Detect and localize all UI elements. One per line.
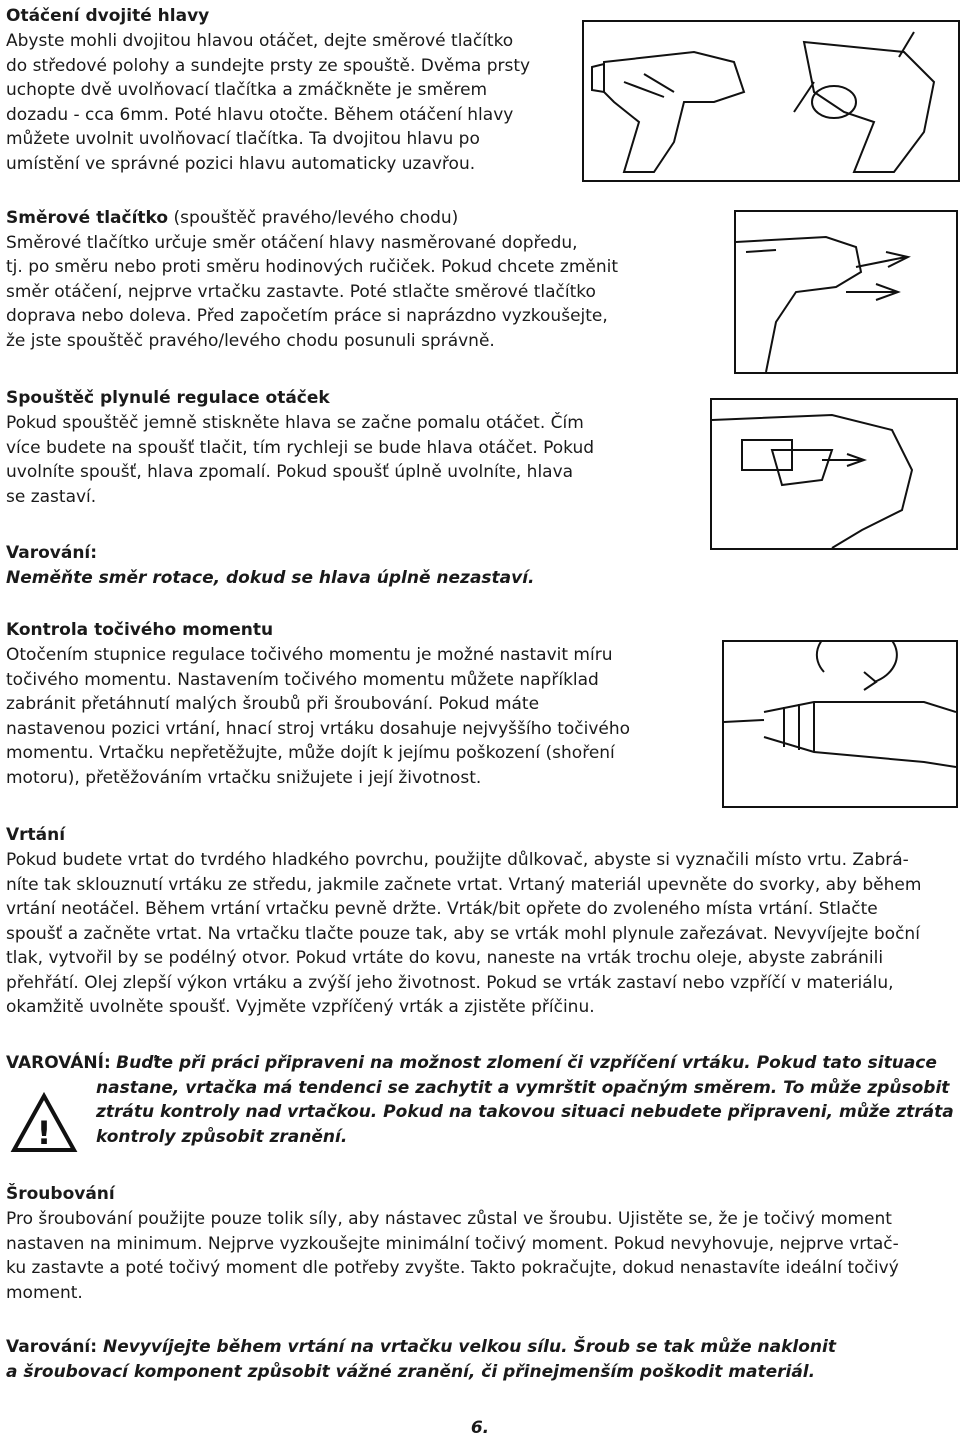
paragraph-line: více budete na spoušť tlačit, tím rychleji se bude hlava otáčet. Pokud bbox=[6, 437, 595, 458]
title-bold: Směrové tlačítko bbox=[6, 208, 169, 228]
section-title: Kontrola točivého momentu bbox=[6, 620, 274, 640]
warning-glyph: ! bbox=[36, 1114, 52, 1152]
warning-text: Nevyvíjejte během vrtání na vrtačku velkou sílu. Šroub se tak může naklonit bbox=[97, 1337, 836, 1357]
warning-label: VAROVÁNÍ: bbox=[6, 1053, 111, 1073]
paragraph-line: momentu. Vrtačku nepřetěžujte, může dojít k jejímu poškození (shoření bbox=[6, 743, 615, 763]
paragraph-line: okamžitě uvolněte spoušť. Vyjměte vzpříčený vrták a zjistěte příčinu. bbox=[6, 997, 595, 1017]
paragraph-line: moment. bbox=[6, 1282, 83, 1303]
warning-body bbox=[6, 1076, 956, 1150]
section-title: Šroubování bbox=[6, 1184, 115, 1204]
paragraph-line: Směrové tlačítko určuje směr otáčení hlavy nasměrované dopředu, bbox=[6, 232, 578, 253]
warning-first-line bbox=[6, 1051, 956, 1076]
illustration-double-head bbox=[582, 20, 960, 182]
paragraph-line: tlak, vytvořil by se podélný otvor. Pokud vrtáte do kovu, naneste na vrták trochu oleje, abyste zabránili bbox=[6, 948, 884, 968]
warning-title: Varování: bbox=[6, 543, 98, 563]
paragraph-line: spoušť a začněte vrtat. Na vrtačku tlačte pouze tak, aby se vrták mohl plynule zařezávat. Nevyvíjejte boční bbox=[6, 923, 920, 944]
paragraph-line: Pokud budete vrtat do tvrdého hladkého povrchu, použijte důlkovač, abyste si vyznačili místo vrtu. Zabrá- bbox=[6, 850, 909, 870]
paragraph-line: nastavenou pozici vrtání, hnací stroj vrtáku dosahuje nejvyššího točivého bbox=[6, 718, 631, 739]
warning-first-line bbox=[6, 1335, 956, 1360]
paragraph-line: do středové polohy a sundejte prsty ze spouště. Dvěma prsty bbox=[6, 55, 531, 76]
paragraph-line: můžete uvolnit uvolňovací tlačítka. Ta dvojitou hlavu po bbox=[6, 129, 480, 149]
warning-line: nastane, vrtačka má tendenci se zachytit a vymrštit opačným směrem. To může způsobit bbox=[96, 1077, 950, 1098]
paragraph-line: že jste spouštěč pravého/levého chodu posunuli správně. bbox=[6, 330, 495, 351]
section-warning-jam bbox=[6, 1051, 956, 1149]
section-title bbox=[6, 206, 706, 231]
paragraph-line: níte tak sklouznutí vrtáku ze středu, jakmile začnete vrtat. Vrtaný materiál upevněte do svorky, aby během bbox=[6, 874, 922, 895]
section-drilling bbox=[6, 823, 956, 1020]
paragraph-line: vrtání neotáčel. Během vrtání vrtačku pevně držte. Vrták/bit opřete do zvoleného místa vrtání. Stlačte bbox=[6, 899, 878, 919]
paragraph-line: Abyste mohli dvojitou hlavou otáčet, dejte směrové tlačítko bbox=[6, 31, 514, 51]
paragraph-line: umístění ve správné pozici hlavu automaticky uzavřou. bbox=[6, 153, 476, 174]
warning-text: Neměňte směr rotace, dokud se hlava úplně nezastaví. bbox=[6, 568, 535, 588]
warning-text: a šroubovací komponent způsobit vážné zranění, či přinejmenším poškodit materiál. bbox=[6, 1361, 816, 1382]
paragraph-line: motoru), přetěžováním vrtačku snižujete i její životnost. bbox=[6, 767, 482, 788]
warning-triangle-icon bbox=[10, 1092, 78, 1156]
title-rest: (spouštěč pravého/levého chodu) bbox=[168, 208, 459, 228]
section-warning-rotation bbox=[6, 541, 706, 591]
section-title: Vrtání bbox=[6, 825, 66, 845]
paragraph-line: točivého momentu. Nastavením točivého momentu můžete například bbox=[6, 669, 599, 690]
paragraph-line: Pokud spouštěč jemně stiskněte hlava se začne pomalu otáčet. Čím bbox=[6, 413, 584, 433]
paragraph-line: nastaven na minimum. Nejprve vyzkoušejte minimální točivý moment. Pokud nevyhovuje, nejprve vrtač- bbox=[6, 1233, 899, 1254]
section-title: Otáčení dvojité hlavy bbox=[6, 6, 210, 26]
illustration-torque-ring bbox=[722, 640, 958, 808]
section-title: Spouštěč plynulé regulace otáček bbox=[6, 388, 330, 408]
paragraph-line: směr otáčení, nejprve vrtačku zastavte. Poté stlačte směrové tlačítko bbox=[6, 281, 596, 302]
paragraph-line: uvolníte spoušť, hlava zpomalí. Pokud spoušť úplně uvolníte, hlava bbox=[6, 462, 574, 482]
paragraph-line: tj. po směru nebo proti směru hodinových ručiček. Pokud chcete změnit bbox=[6, 257, 619, 277]
paragraph-line: dozadu - cca 6mm. Poté hlavu otočte. Během otáčení hlavy bbox=[6, 104, 514, 125]
warning-line: ztrátu kontroly nad vrtačkou. Pokud na takovou situaci nebudete připraveni, může ztráta bbox=[96, 1102, 954, 1122]
section-speed-trigger bbox=[6, 386, 706, 509]
paragraph-line: Pro šroubování použijte pouze tolik síly, aby nástavec zůstal ve šroubu. Ujistěte se, že je točivý moment bbox=[6, 1209, 892, 1229]
paragraph-line: přehřátí. Olej zlepší výkon vrtáku a zvýší jeho životnost. Pokud se vrták zastaví nebo vzpříčí v materiálu, bbox=[6, 972, 894, 993]
illustration-direction-switch bbox=[734, 210, 958, 374]
section-screwing bbox=[6, 1182, 956, 1305]
section-head-rotation bbox=[6, 4, 586, 176]
warning-text: Buďte při práci připraveni na možnost zlomení či vzpříčení vrtáku. Pokud tato situace bbox=[116, 1053, 937, 1073]
paragraph-line: Otočením stupnice regulace točivého momentu je možné nastavit míru bbox=[6, 645, 613, 665]
paragraph-line: ku zastavte a poté točivý moment dle potřeby zvyšte. Takto pokračujte, dokud nenastavíte ideální točivý bbox=[6, 1258, 899, 1278]
warning-line: kontroly způsobit zranění. bbox=[96, 1126, 348, 1147]
warning-label: Varování: bbox=[6, 1337, 98, 1357]
section-torque-control bbox=[6, 618, 706, 790]
paragraph-line: zabránit přetáhnutí malých šroubů při šroubování. Pokud máte bbox=[6, 694, 540, 714]
section-warning-force bbox=[6, 1335, 956, 1384]
page-number: 6. bbox=[470, 1418, 490, 1438]
paragraph-line: doprava nebo doleva. Před započetím práce si naprázdno vyzkoušejte, bbox=[6, 306, 608, 326]
paragraph-line: se zastaví. bbox=[6, 486, 97, 507]
paragraph-line: uchopte dvě uvolňovací tlačítka a zmáčkněte je směrem bbox=[6, 80, 488, 100]
illustration-speed-trigger bbox=[710, 398, 958, 550]
section-direction-switch bbox=[6, 206, 706, 353]
